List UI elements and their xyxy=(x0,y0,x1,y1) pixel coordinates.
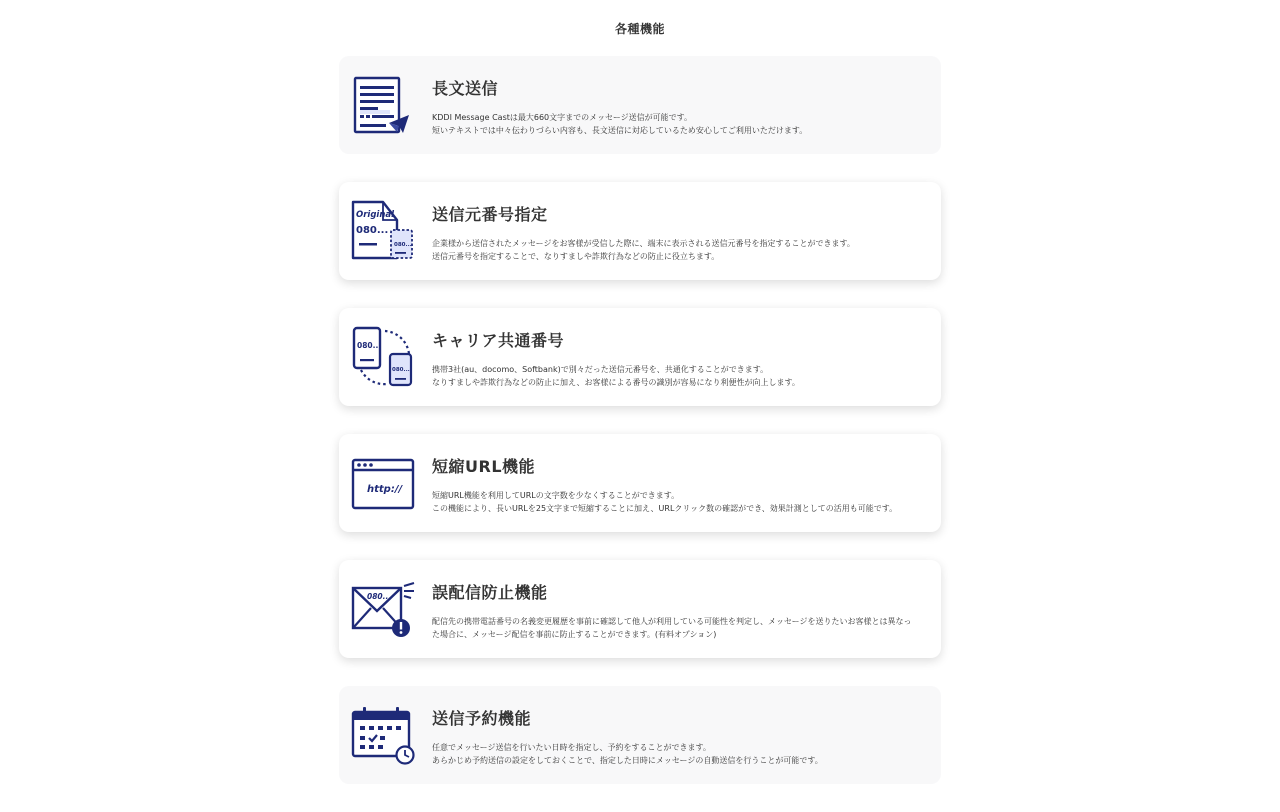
feature-title: 送信予約機能 xyxy=(432,709,532,728)
feature-description-line: た場合に、メッセージ配信を事前に防止することができます。(有料オプション) xyxy=(432,630,717,639)
feature-card-misdelivery-prevention xyxy=(339,560,941,658)
feature-description xyxy=(432,237,932,263)
original-label: Original xyxy=(356,210,395,220)
feature-description-line: なりすましや詐欺行為などの防止に加え、お客様による番号の識別が容易になり利便性が向上します。 xyxy=(432,378,800,387)
carrier-common-number-icon xyxy=(351,326,415,388)
url-label: http:// xyxy=(367,484,403,495)
browser-url-icon xyxy=(351,452,415,514)
feature-description-line: 任意でメッセージ送信を行いたい日時を指定し、予約をすることができます。 xyxy=(432,743,711,752)
document-send-icon xyxy=(351,74,415,136)
feature-description xyxy=(432,741,932,767)
envelope-warning-icon xyxy=(351,578,415,640)
feature-description xyxy=(432,111,932,137)
number-label: 080... xyxy=(356,225,389,236)
feature-card-short-url xyxy=(339,434,941,532)
feature-card-long-text xyxy=(339,56,941,154)
feature-title: 短縮URL機能 xyxy=(432,457,536,476)
original-number-icon xyxy=(351,200,415,262)
feature-title: 誤配信防止機能 xyxy=(432,583,548,602)
envelope-number: 080... xyxy=(367,592,392,601)
calendar-clock-icon xyxy=(351,704,415,766)
feature-description-line: 携帯3社(au、docomo、Softbank)で別々だった送信元番号を、共通化することができます。 xyxy=(432,365,769,374)
feature-description-line: あらかじめ予約送信の設定をしておくことで、指定した日時にメッセージの自動送信を行うことが可能です。 xyxy=(432,756,823,765)
feature-description-line: 短縮URL機能を利用してURLの文字数を少なくすることができます。 xyxy=(432,491,680,500)
feature-card-sender-number xyxy=(339,182,941,280)
feature-description-line: 企業様から送信されたメッセージをお客様が受信した際に、端末に表示される送信元番号を指定することができます。 xyxy=(432,239,855,248)
feature-description-line: 配信先の携帯電話番号の名義変更履歴を事前に確認して他人が利用している可能性を判定し、メッセージを送りたいお客様とは異なっ xyxy=(432,617,912,626)
feature-description xyxy=(432,489,932,515)
feature-title: キャリア共通番号 xyxy=(432,331,565,350)
feature-title: 長文送信 xyxy=(432,79,499,98)
small-number-label: 080... xyxy=(394,242,412,248)
feature-card-carrier-number xyxy=(339,308,941,406)
feature-description-line: 短いテキストでは中々伝わりづらい内容も、長文送信に対応しているため安心してご利用いただけます。 xyxy=(432,126,808,135)
page-heading: 各種機能 xyxy=(614,22,665,36)
feature-description xyxy=(432,615,932,641)
feature-card-scheduled-send xyxy=(339,686,941,784)
small-phone-number: 080... xyxy=(392,367,410,373)
feature-list xyxy=(339,56,941,812)
large-phone-number: 080... xyxy=(357,341,382,350)
feature-description-line: KDDI Message Castは最大660文字までのメッセージ送信が可能です。 xyxy=(432,113,693,122)
feature-description-line: 送信元番号を指定することで、なりすましや詐欺行為などの防止に役立ちます。 xyxy=(432,252,720,261)
feature-description xyxy=(432,363,932,389)
feature-description-line: この機能により、長いURLを25文字まで短縮することに加え、URLクリック数の確認ができ、効果計測としての活用も可能です。 xyxy=(432,504,898,513)
feature-title: 送信元番号指定 xyxy=(432,205,548,224)
